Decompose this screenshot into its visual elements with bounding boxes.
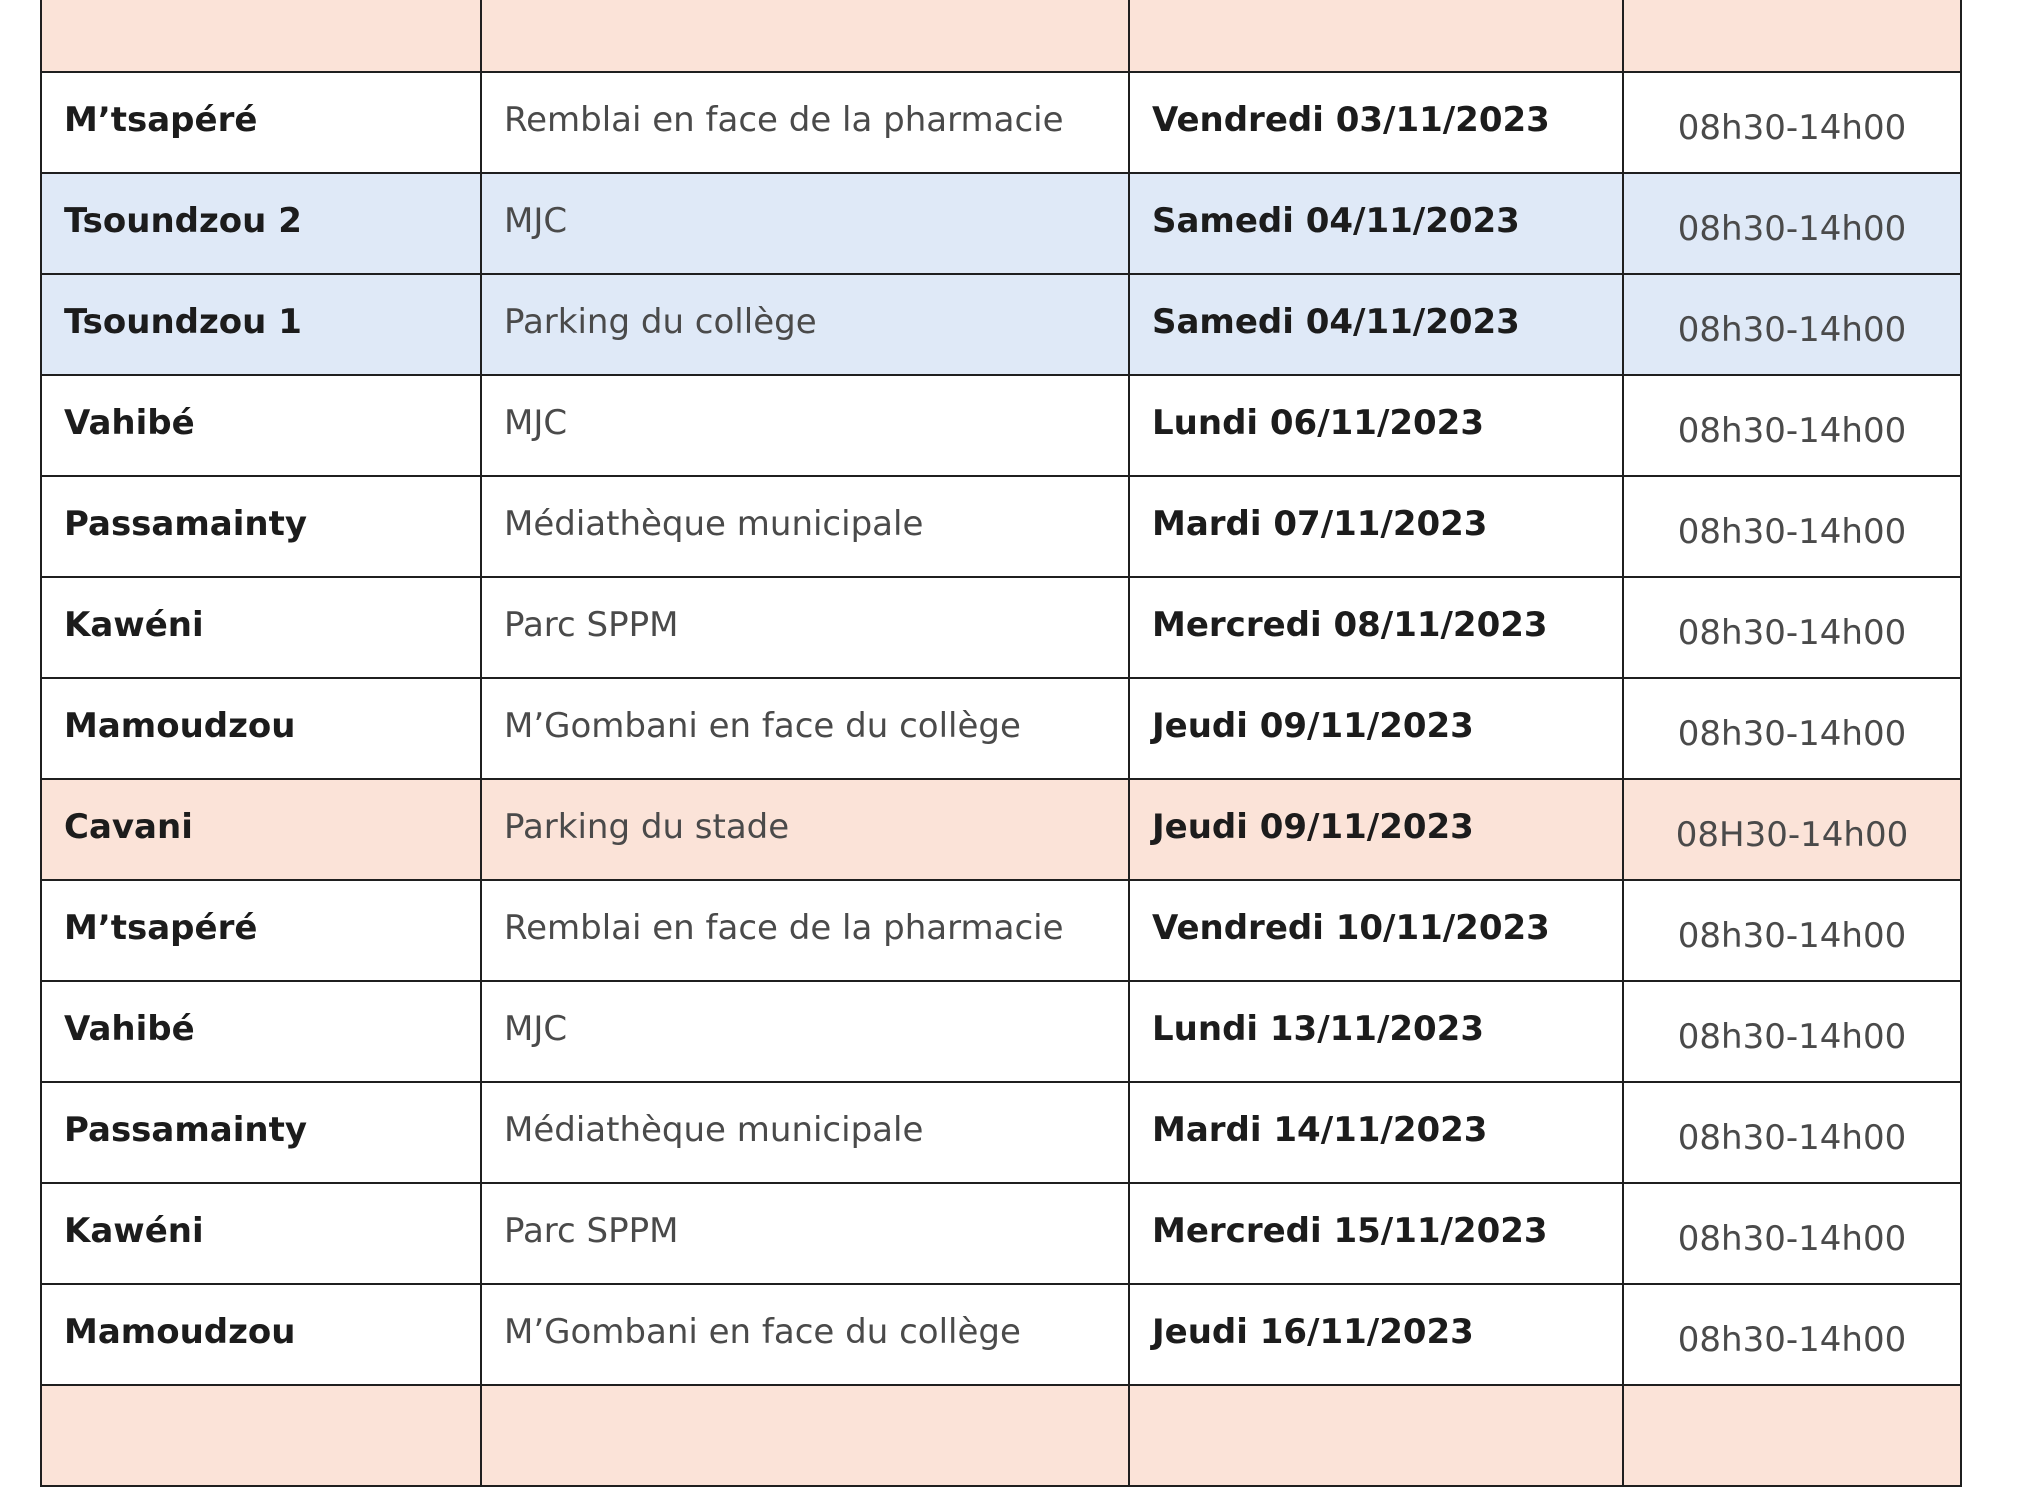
table-row <box>41 779 1961 880</box>
place-cell: M’tsapéré <box>41 880 481 981</box>
location-cell <box>481 1385 1129 1486</box>
place-cell: Passamainty <box>41 1082 481 1183</box>
date-cell: Mercredi 08/11/2023 <box>1129 577 1623 678</box>
table-row <box>41 1183 1961 1284</box>
schedule-table <box>40 0 1962 1487</box>
place-cell: Tsoundzou 2 <box>41 173 481 274</box>
table-row <box>41 678 1961 779</box>
location-cell: MJC <box>481 375 1129 476</box>
location-cell: MJC <box>481 173 1129 274</box>
hours-cell <box>1623 0 1961 72</box>
hours-cell: 08h30-14h00 <box>1623 476 1961 577</box>
place-cell: Vahibé <box>41 375 481 476</box>
date-cell: Vendredi 03/11/2023 <box>1129 72 1623 173</box>
place-cell: M’tsapéré <box>41 72 481 173</box>
date-cell: Jeudi 16/11/2023 <box>1129 1284 1623 1385</box>
table-row <box>41 375 1961 476</box>
table-row <box>41 880 1961 981</box>
location-cell: M’Gombani en face du collège <box>481 1284 1129 1385</box>
table-row <box>41 577 1961 678</box>
location-cell <box>481 0 1129 72</box>
location-cell: M’Gombani en face du collège <box>481 678 1129 779</box>
place-cell: Cavani <box>41 779 481 880</box>
table-row <box>41 1082 1961 1183</box>
location-cell: Parking du collège <box>481 274 1129 375</box>
schedule-table-body <box>41 0 1961 1486</box>
date-cell: Mardi 14/11/2023 <box>1129 1082 1623 1183</box>
hours-cell: 08H30-14h00 <box>1623 779 1961 880</box>
table-row <box>41 476 1961 577</box>
location-cell: Médiathèque municipale <box>481 1082 1129 1183</box>
table-row <box>41 72 1961 173</box>
hours-cell: 08h30-14h00 <box>1623 173 1961 274</box>
date-cell: Samedi 04/11/2023 <box>1129 173 1623 274</box>
place-cell: Mamoudzou <box>41 1284 481 1385</box>
date-cell: Vendredi 10/11/2023 <box>1129 880 1623 981</box>
hours-cell <box>1623 1385 1961 1486</box>
place-cell: Passamainty <box>41 476 481 577</box>
hours-cell: 08h30-14h00 <box>1623 72 1961 173</box>
place-cell: Vahibé <box>41 981 481 1082</box>
hours-cell: 08h30-14h00 <box>1623 577 1961 678</box>
hours-cell: 08h30-14h00 <box>1623 375 1961 476</box>
date-cell: Mardi 07/11/2023 <box>1129 476 1623 577</box>
table-row <box>41 1385 1961 1486</box>
place-cell: Kawéni <box>41 1183 481 1284</box>
table-row <box>41 173 1961 274</box>
location-cell: MJC <box>481 981 1129 1082</box>
hours-cell: 08h30-14h00 <box>1623 1082 1961 1183</box>
location-cell: Médiathèque municipale <box>481 476 1129 577</box>
date-cell: Jeudi 09/11/2023 <box>1129 779 1623 880</box>
location-cell: Remblai en face de la pharmacie <box>481 880 1129 981</box>
table-row <box>41 981 1961 1082</box>
location-cell: Parking du stade <box>481 779 1129 880</box>
date-cell <box>1129 0 1623 72</box>
place-cell <box>41 0 481 72</box>
place-cell: Mamoudzou <box>41 678 481 779</box>
hours-cell: 08h30-14h00 <box>1623 981 1961 1082</box>
table-row <box>41 0 1961 72</box>
hours-cell: 08h30-14h00 <box>1623 880 1961 981</box>
date-cell: Mercredi 15/11/2023 <box>1129 1183 1623 1284</box>
hours-cell: 08h30-14h00 <box>1623 274 1961 375</box>
location-cell: Parc SPPM <box>481 1183 1129 1284</box>
date-cell: Lundi 13/11/2023 <box>1129 981 1623 1082</box>
table-row <box>41 1284 1961 1385</box>
date-cell: Lundi 06/11/2023 <box>1129 375 1623 476</box>
place-cell: Kawéni <box>41 577 481 678</box>
place-cell: Tsoundzou 1 <box>41 274 481 375</box>
date-cell: Jeudi 09/11/2023 <box>1129 678 1623 779</box>
hours-cell: 08h30-14h00 <box>1623 1183 1961 1284</box>
date-cell: Samedi 04/11/2023 <box>1129 274 1623 375</box>
table-row <box>41 274 1961 375</box>
place-cell <box>41 1385 481 1486</box>
date-cell <box>1129 1385 1623 1486</box>
location-cell: Parc SPPM <box>481 577 1129 678</box>
hours-cell: 08h30-14h00 <box>1623 678 1961 779</box>
hours-cell: 08h30-14h00 <box>1623 1284 1961 1385</box>
location-cell: Remblai en face de la pharmacie <box>481 72 1129 173</box>
